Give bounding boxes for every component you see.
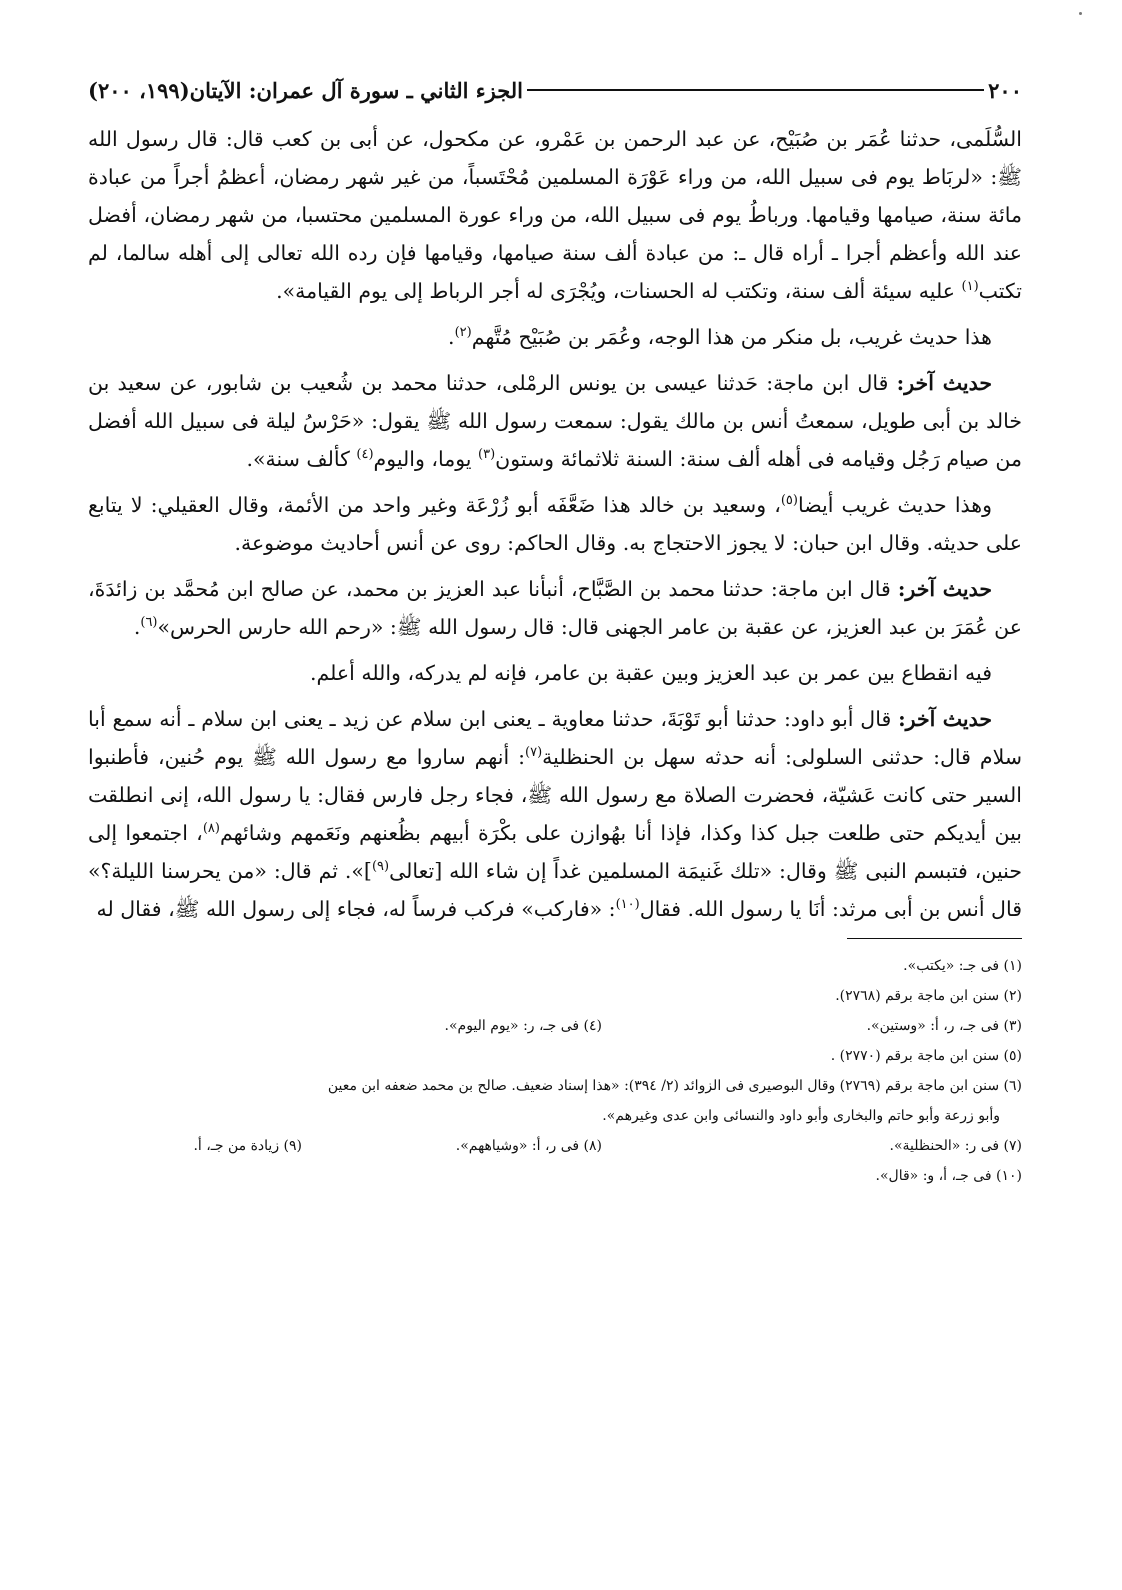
footnote-1: (١) فى جـ: «يكتب». [903, 958, 1022, 974]
footnote-5: (٥) سنن ابن ماجة برقم (٢٧٧٠) . [830, 1048, 1022, 1064]
footnote-4: (٤) فى جـ، ر: «يوم اليوم». [444, 1018, 602, 1034]
footnote-ref-1: (١) [961, 279, 979, 295]
paragraph-1 [88, 120, 1022, 310]
footnote-9: (٩) زيادة من جـ، أ. [193, 1138, 302, 1154]
paragraph-text: عليه سيئة ألف سنة، وتكتب له الحسنات، ويُجْرَى له أجر الرباط إلى يوم القيامة». [276, 279, 962, 303]
paragraph-5 [88, 570, 1022, 646]
paragraph-text: يوما، واليوم [373, 447, 479, 471]
paragraph-2 [88, 318, 1022, 356]
paragraph-text: ، وسعيد بن خالد هذا ضَعَّفَه أبو زُرْعَة وغير واحد من الأئمة، وقال العقيلي: لا يتابع على حديثه. وقال ابن حبان: لا يجوز الاحتجاج به. وقال الحاكم: روى عن أنس أحاديث موضوعة. [88, 493, 1022, 555]
footnote-ref-6: (٦) [140, 615, 158, 631]
paragraph-4 [88, 486, 1022, 562]
footnote-ref-2: (٢) [454, 325, 472, 341]
running-header [88, 70, 1022, 110]
footnote-ref-10: (١٠) [615, 897, 640, 913]
footnote-6: (٦) سنن ابن ماجة برقم (٢٧٦٩) وقال البوصيرى فى الزوائد (٢/ ٣٩٤): «هذا إسناد ضعيف. صالح بن محمد ضعفه ابن معين [327, 1078, 1022, 1094]
paragraph-text: كألف سنة». [246, 447, 357, 471]
hadith-label: حديث آخر: [896, 371, 993, 395]
footnote-ref-5: (٥) [780, 493, 798, 509]
footnote-ref-4: (٤) [356, 447, 374, 463]
hadith-label: حديث آخر: [898, 707, 993, 731]
paragraph-text: : أنهم ساروا مع رسول الله ﷺ يوم حُنين، فأطنبوا السير حتى كانت عَشيّة، فحضرت الصلاة مع رسول الله ﷺ، فجاء رجل فارس فقال: يا رسول الله، إنى انطلقت بين أيديكم حتى طلعت جبل كذا وكذا، فإذا أنا بهُوازن على بكْرَة أبيهم بظُعنهم ونَعَمهم وشائهم [88, 745, 1023, 845]
paragraph-3 [88, 364, 1022, 478]
footnote-row [88, 1011, 1022, 1041]
hadith-label: حديث آخر: [897, 577, 993, 601]
paragraph-text: ، اجتمعوا إلى حنين، فتبسم النبى ﷺ وقال: «تلك غَنيمَة المسلمين غداً إن شاء الله [تعالى [88, 821, 1022, 883]
paragraph-6 [88, 654, 1022, 692]
footnote-ref-9: (٩) [371, 859, 390, 875]
footnote-10: (١٠) فى جـ، أ، و: «قال». [875, 1168, 1022, 1184]
footnote-8: (٨) فى ر، أ: «وشياههم». [455, 1138, 602, 1154]
footnotes [88, 951, 1022, 1191]
header-rule [527, 89, 984, 91]
footnote-separator [847, 938, 1022, 939]
paragraph-text: السُّلَمى، حدثنا عُمَر بن صُبَيْح، عن عبد الرحمن بن عَمْرو، عن مكحول، عن أبى بن كعب قال: قال رسول الله ﷺ: «لربَاط يوم فى سبيل الله، من وراء عَوْرَة المسلمين مُحْتَسباً، من غير شهر رمضان، أعظمُ أجراً من عبادة مائة سنة، صيامها وقيامها. ورباطُ يوم فى سبيل الله، من وراء عورة المسلمين محتسبا، من شهر رمضان، أفضل عند الله وأعظم أجرا ـ أراه قال ـ: من عبادة ألف سنة صيامها، وقيامها فإن رده الله تعالى إلى أهله سالما، لم تكتب [88, 127, 1023, 303]
page-number: ٢٠٠ [988, 77, 1022, 103]
footnote-row [88, 1131, 1022, 1161]
paragraph-text: . [133, 615, 141, 639]
footnote-ref-7: (٧) [525, 745, 543, 761]
header-title: الجزء الثاني ـ سورة آل عمران: الآيتان(١٩٩، ٢٠٠) [88, 77, 523, 103]
paragraph-text: قال ابن ماجة: حَدثنا عيسى بن يونس الرمْلى، حدثنا محمد بن شُعيب بن شابور، عن سعيد بن خالد بن أبى طويل، سمعتُ أنس بن مالك يقول: سمعت رسول الله ﷺ يقول: «حَرْسُ ليلة فى سبيل الله أفضل من صيام رَجُل وقيامه فى أهله ألف سنة: السنة ثلاثمائة وستون [88, 371, 1022, 471]
paragraph-text: قال ابن ماجة: حدثنا محمد بن الصَّبَّاح، أنبأنا عبد العزيز بن محمد، عن صالح ابن مُحمَّد بن زائدَةَ، عن عُمَرَ بن عبد العزيز، عن عقبة بن عامر الجهنى قال: قال رسول الله ﷺ: «رحم الله حارس الحرس» [88, 577, 1022, 639]
paragraph-text: هذا حديث غريب، بل منكر من هذا الوجه، وعُمَر بن صُبَيْح مُتَّهم [471, 325, 992, 349]
paragraph-7 [88, 700, 1022, 928]
paragraph-text: وهذا حديث غريب أيضا [797, 493, 992, 517]
footnote-6-continued: وأبو زرعة وأبو حاتم والبخارى وأبو داود والنسائى وابن عدى وغيرهم». [602, 1108, 1000, 1124]
paragraph-text: فيه انقطاع بين عمر بن عبد العزيز وبين عقبة بن عامر، فإنه لم يدركه، والله أعلم. [309, 661, 992, 685]
footnote-ref-3: (٣) [478, 447, 496, 463]
book-page [88, 70, 1022, 1191]
footnote-7: (٧) فى ر: «الحنظلية». [889, 1138, 1022, 1154]
paragraph-text: : «فاركب» فركب فرساً له، فجاء إلى رسول الله ﷺ، فقال له [96, 897, 616, 921]
footnote-3: (٣) فى جـ، ر، أ: «وستين». [866, 1018, 1022, 1034]
scan-speck [1079, 12, 1082, 15]
paragraph-text: ]». ثم قال: «من يحرسنا الليلة؟» قال أنس بن أبى مرثد: أنَا يا رسول الله. فقال [88, 859, 1022, 921]
paragraph-text: قال أبو داود: حدثنا أبو تَوْبَةَ، حدثنا معاوية ـ يعنى ابن سلام عن زيد ـ يعنى ابن سلام ـ أنه سمع أبا سلام قال: حدثنى السلولى: أنه حدثه سهل بن الحنظلية [88, 707, 1022, 769]
footnote-ref-8: (٨) [202, 821, 220, 837]
main-text [88, 120, 1022, 928]
footnote-2: (٢) سنن ابن ماجة برقم (٢٧٦٨). [835, 988, 1022, 1004]
paragraph-text: . [448, 325, 455, 349]
